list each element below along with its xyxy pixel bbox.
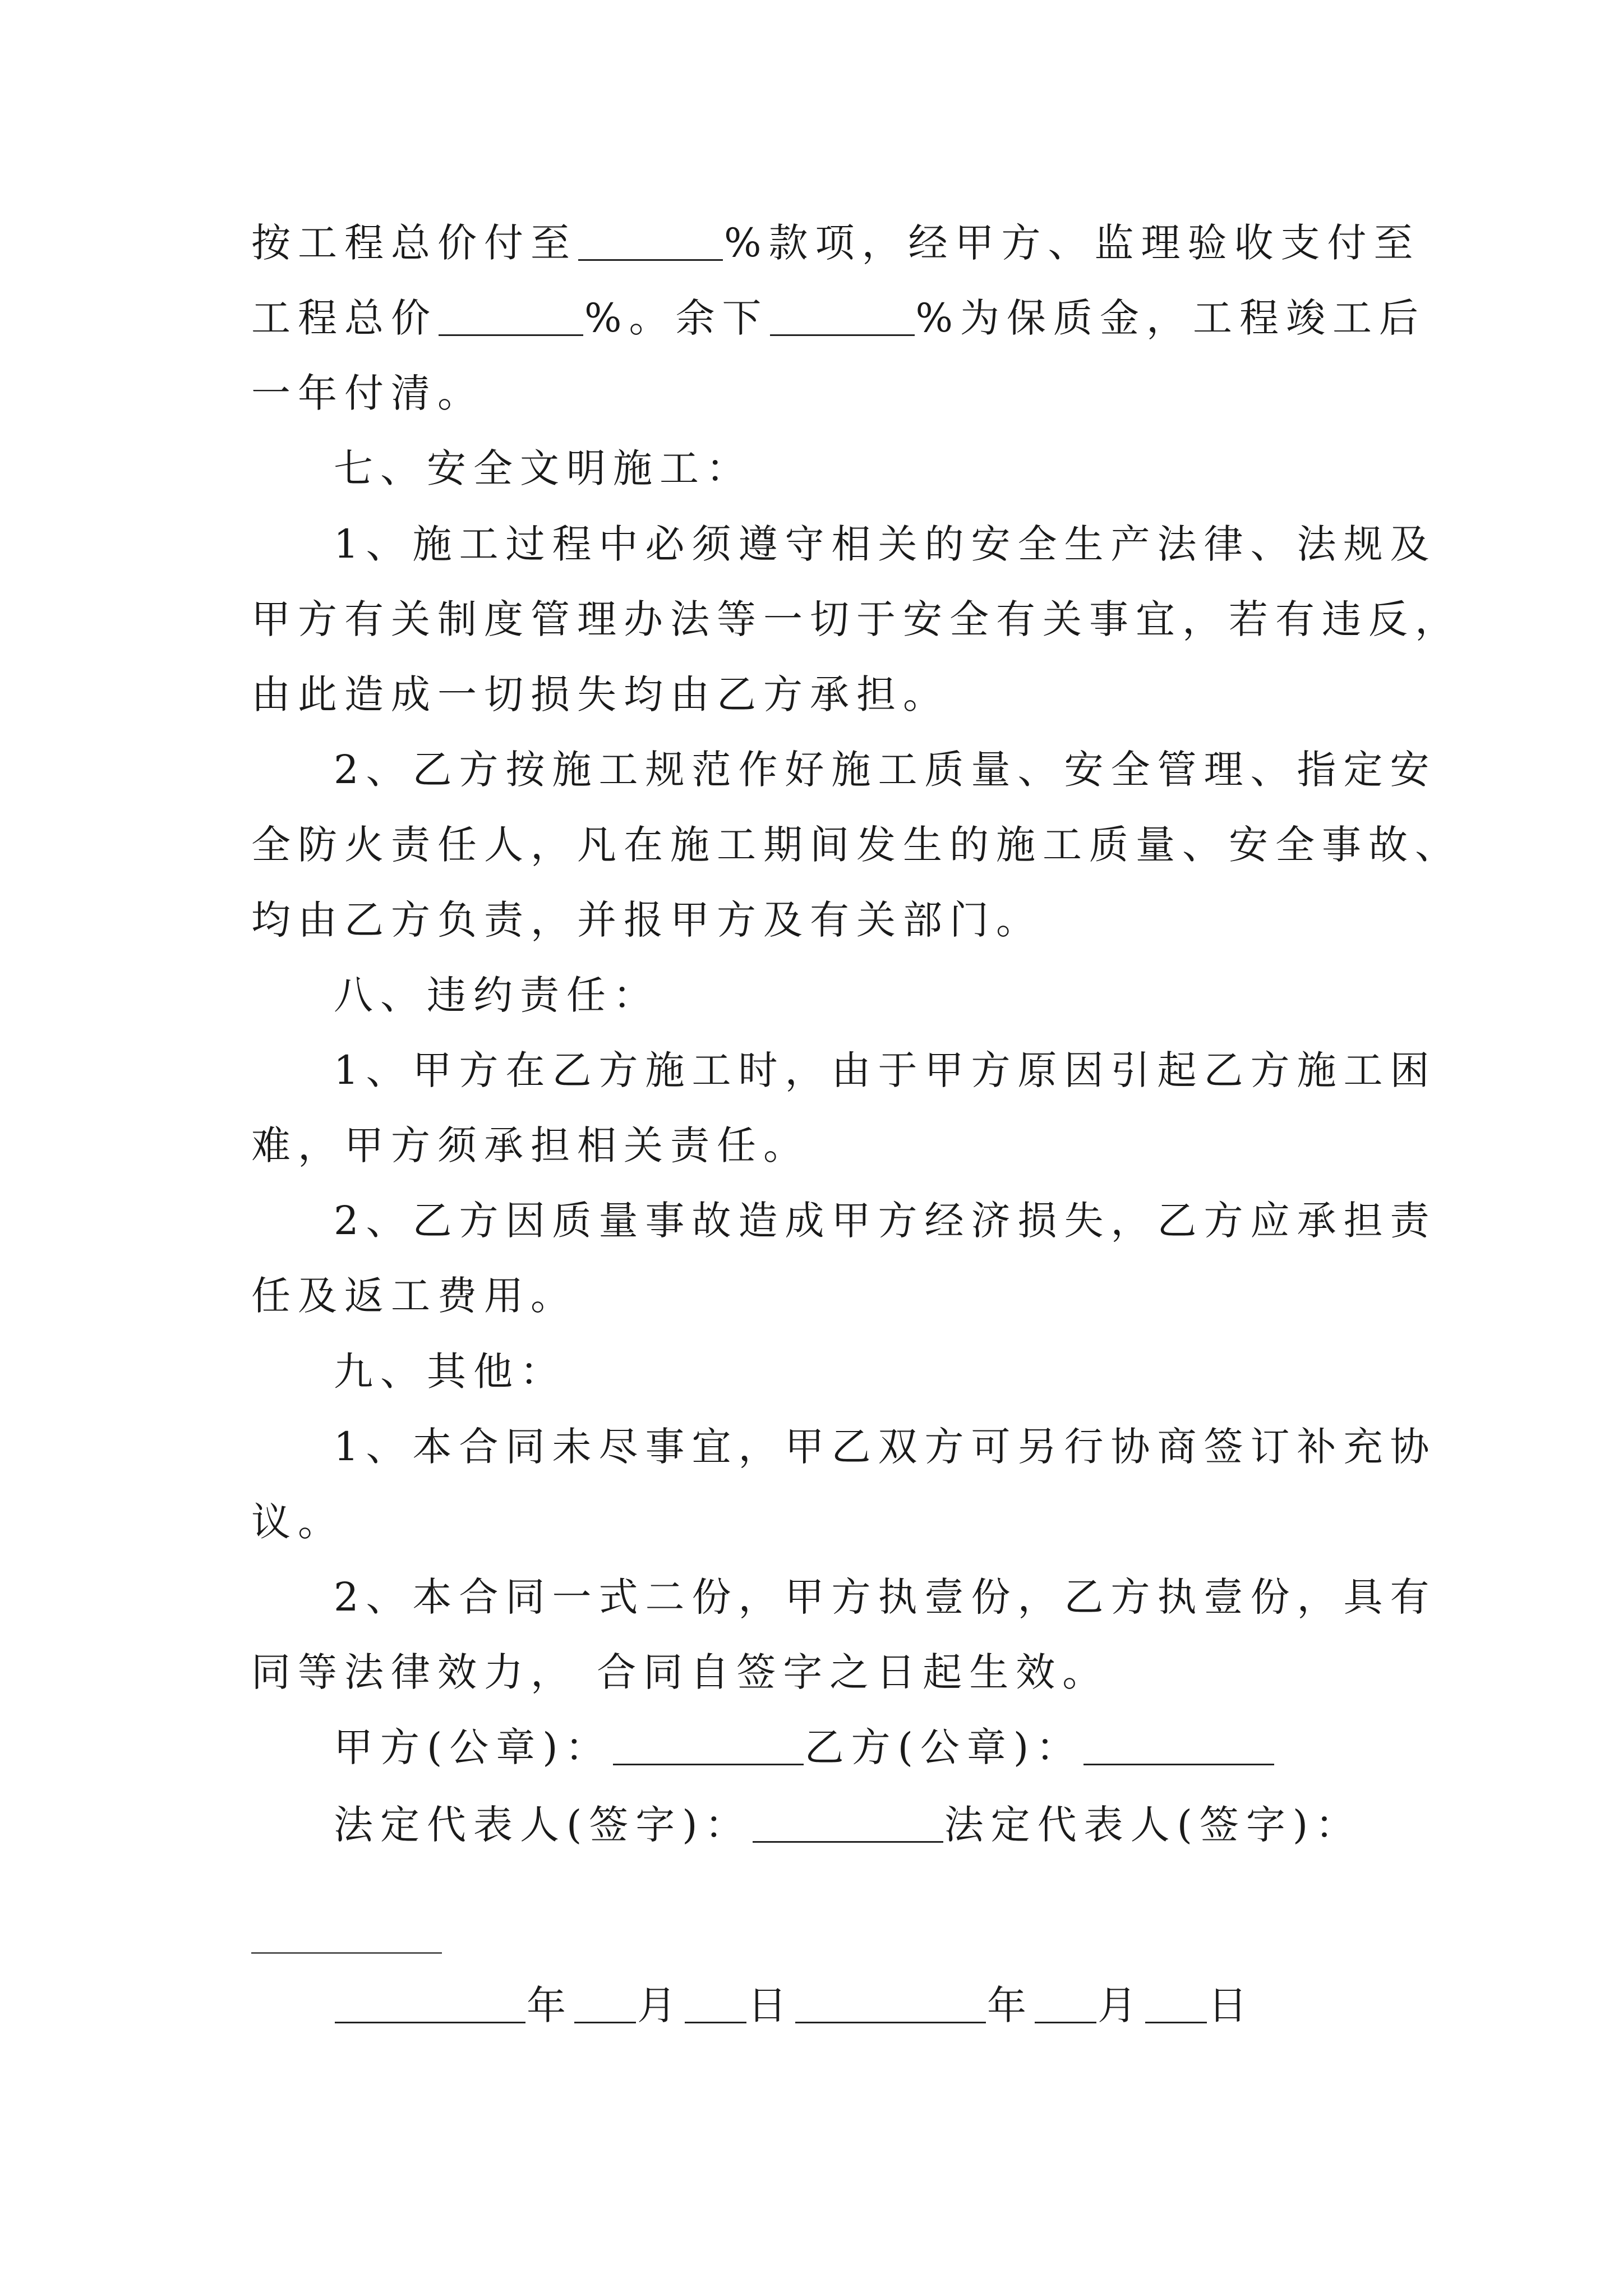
text-run: 按工程总价付至 [251, 220, 577, 266]
party-b-seal-label: 乙方(公章)： [804, 1724, 1083, 1770]
text-line: 议。 [251, 1499, 344, 1545]
text-line: 1、甲方在乙方施工时，由于甲方原因引起乙方施工困 [334, 1047, 1437, 1093]
year-label: 年 [527, 1982, 573, 2028]
day-label: 日 [748, 1982, 794, 2028]
fill-blank [574, 1988, 636, 2023]
fill-blank [613, 1730, 804, 1765]
text-run: %款项，经甲方、监理验收支付至 [724, 220, 1421, 266]
month-label: 月 [637, 1982, 684, 2028]
text-line: 同等法律效力， 合同自签字之日起生效。 [251, 1649, 1109, 1695]
fill-blank [1145, 1988, 1207, 2023]
party-a-rep-label: 法定代表人(签字)： [334, 1802, 751, 1848]
fill-blank [1083, 1730, 1274, 1765]
text-line: 均由乙方负责，并报甲方及有关部门。 [251, 897, 1043, 943]
text-line [251, 295, 1426, 341]
text-run: 工程总价 [251, 295, 437, 341]
month-label: 月 [1098, 1982, 1144, 2028]
text-run: %。余下 [584, 295, 769, 341]
date-line [334, 1982, 1255, 2028]
fill-blank [795, 1988, 986, 2023]
section-heading: 七、安全文明施工： [334, 445, 753, 491]
fill-blank [578, 226, 723, 261]
fill-blank [335, 1988, 525, 2023]
day-label: 日 [1208, 1982, 1255, 2028]
text-line: 任及返工费用。 [251, 1273, 577, 1319]
text-line: 难，甲方须承担相关责任。 [251, 1122, 810, 1168]
year-label: 年 [987, 1982, 1034, 2028]
fill-blank [685, 1988, 746, 2023]
text-line: 由此造成一切损失均由乙方承担。 [251, 671, 949, 717]
fill-blank [1035, 1988, 1096, 2023]
signature-rep-line [334, 1802, 1362, 1848]
text-line: 2、乙方因质量事故造成甲方经济损失，乙方应承担责 [334, 1198, 1437, 1244]
fill-blank [753, 1807, 943, 1843]
text-line: 全防火责任人，凡在施工期间发生的施工质量、安全事故、 [251, 822, 1461, 868]
text-line: 2、本合同一式二份，甲方执壹份，乙方执壹份，具有 [334, 1574, 1437, 1620]
text-line: 2、乙方按施工规范作好施工质量、安全管理、指定安 [334, 747, 1437, 793]
text-line: 一年付清。 [251, 370, 484, 416]
signature-seal-line [334, 1724, 1275, 1770]
text-line: 甲方有关制度管理办法等一切于安全有关事宜，若有违反， [251, 596, 1461, 642]
text-line: 1、本合同未尽事宜，甲乙双方可另行协商签订补充协 [334, 1424, 1437, 1470]
section-heading: 八、违约责任： [334, 972, 660, 1018]
text-line [251, 220, 1421, 266]
fill-blank [770, 301, 915, 336]
party-a-seal-label: 甲方(公章)： [334, 1724, 612, 1770]
text-run: %为保质金，工程竣工后 [915, 295, 1426, 341]
fill-blank [439, 301, 583, 336]
fill-blank [251, 1952, 442, 1954]
party-b-rep-label: 法定代表人(签字)： [944, 1802, 1362, 1848]
text-line: 1、施工过程中必须遵守相关的安全生产法律、法规及 [334, 521, 1437, 567]
section-heading: 九、其他： [334, 1349, 566, 1395]
